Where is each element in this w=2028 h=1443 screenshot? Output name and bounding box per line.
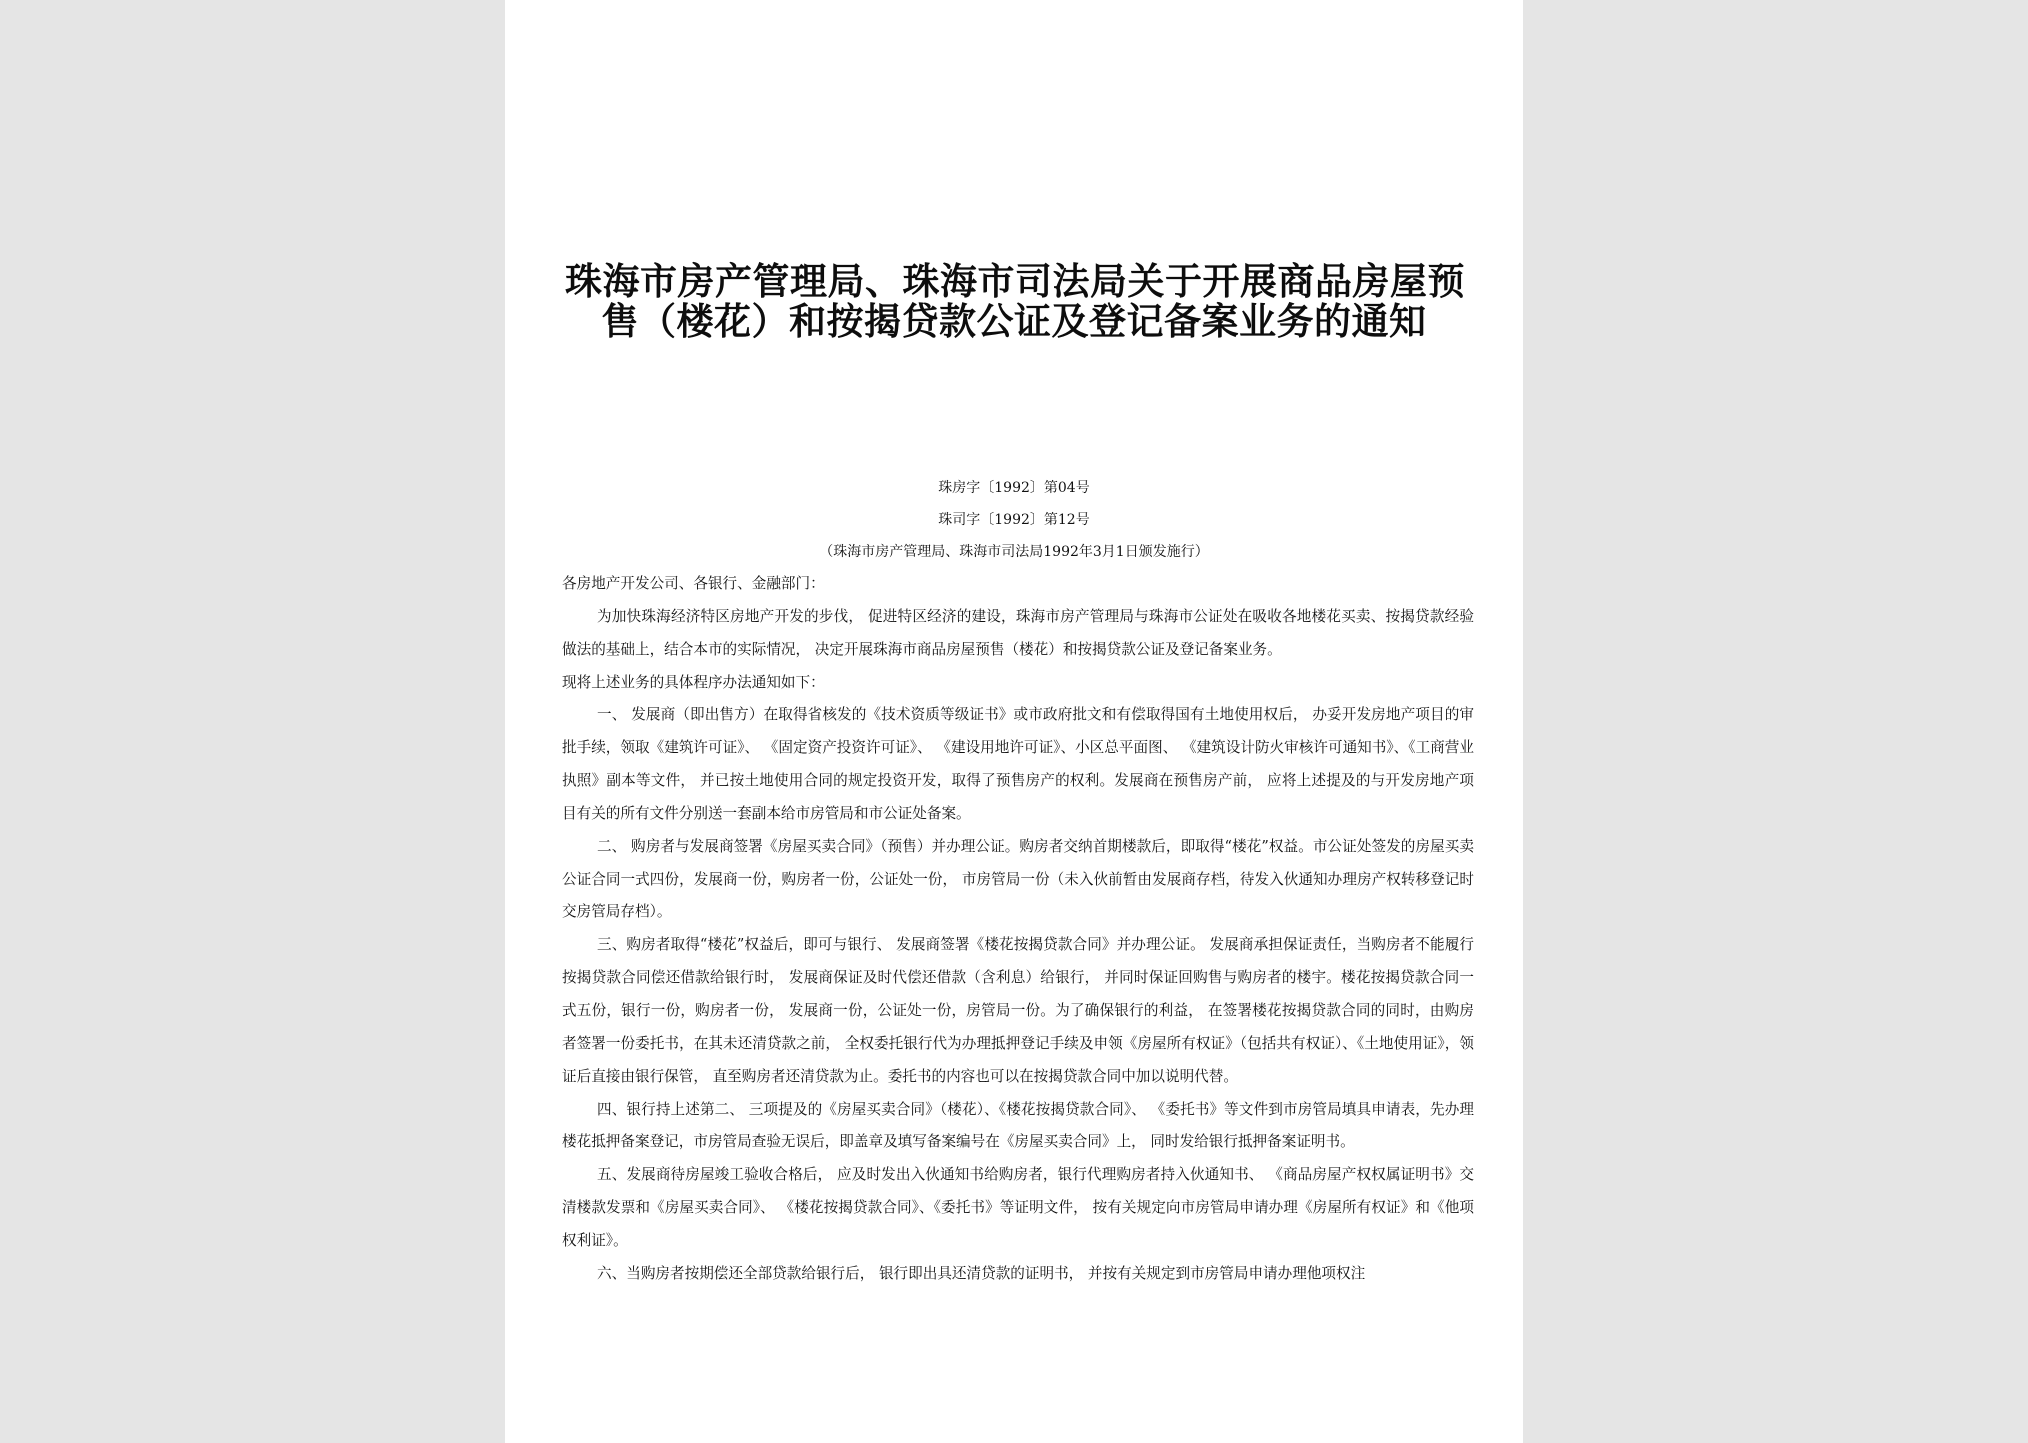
paragraph-intro: 现将上述业务的具体程序办法通知如下： [562, 673, 825, 691]
paragraph-item-6: 六、当购房者按期偿还全部贷款给银行后， 银行即出具还清贷款的证明书， 并按有关规定到市房管局申请办理他项权注 [597, 1264, 1366, 1282]
document-title [565, 262, 1463, 342]
paragraph-item-5: 五、发展商待房屋竣工验收合格后， 应及时发出入伙通知书给购房者，银行代理购房者持入伙通知书、 《商品房屋产权权属证明书》交清楼款发票和《房屋买卖合同》、 《楼花按揭贷款合同》、《委托书》等证明文件， 按有关规定向市房管局申请办理《房屋所有权证》和《他项权利证》。 [562, 1166, 1474, 1249]
paragraph-item-4: 四、银行持上述第二、 三项提及的《房屋买卖合同》（楼花）、《楼花按揭贷款合同》、 《委托书》等文件到市房管局填具申请表，先办理楼花抵押备案登记，市房管局查验无误后，即盖章及填写备案编号在《房屋买卖合同》上， 同时发给银行抵押备案证明书。 [562, 1100, 1474, 1151]
paragraph-preamble: 为加快珠海经济特区房地产开发的步伐， 促进特区经济的建设，珠海市房产管理局与珠海市公证处在吸收各地楼花买卖、按揭贷款经验做法的基础上，结合本市的实际情况， 决定开展珠海市商品房屋预售（楼花）和按揭贷款公证及登记备案业务。 [562, 607, 1474, 658]
paragraph-item-1: 一、 发展商（即出售方）在取得省核发的《技术资质等级证书》或市政府批文和有偿取得国有土地使用权后， 办妥开发房地产项目的审批手续，领取《建筑许可证》、 《固定资产投资许可证》、 《建设用地许可证》、小区总平面图、 《建筑设计防火审核许可通知书》、《工商营业执照》副本等文件， 并已按土地使用合同的规定投资开发，取得了预售房产的权利。发展商在预售房产前， 应将上述提及的与开发房地产项目有关的所有文件分别送一套副本给市房管局和市公证处备案。 [562, 706, 1474, 822]
document-body [562, 568, 1474, 1291]
title-line-2: 售（楼花）和按揭贷款公证及登记备案业务的通知 [601, 300, 1427, 343]
paragraph-item-3: 三、购房者取得“楼花”权益后，即可与银行、 发展商签署《楼花按揭贷款合同》并办理公证。 发展商承担保证责任，当购房者不能履行按揭贷款合同偿还借款给银行时， 发展商保证及时代偿还借款（含利息）给银行， 并同时保证回购售与购房者的楼宇。楼花按揭贷款合同一式五份，银行一份，购房者一份， 发展商一份，公证处一份，房管局一份。为了确保银行的利益， 在签署楼花按揭贷款合同的同时，由购房者签署一份委托书，在其未还清贷款之前， 全权委托银行代为办理抵押登记手续及申领《房屋所有权证》（包括共有权证）、《土地使用证》，领证后直接由银行保管， 直至购房者还清贷款为止。委托书的内容也可以在按揭贷款合同中加以说明代替。 [562, 936, 1474, 1085]
paragraph-item-2: 二、 购房者与发展商签署《房屋买卖合同》（预售）并办理公证。购房者交纳首期楼款后，即取得“楼花”权益。市公证处签发的房屋买卖公证合同一式四份，发展商一份，购房者一份，公证处一份， 市房管局一份（未入伙前暂由发展商存档，待发入伙通知办理房产权转移登记时交房管局存档）。 [562, 837, 1474, 921]
title-line-1: 珠海市房产管理局、珠海市司法局关于开展商品房屋预 [565, 260, 1465, 303]
document-references [505, 472, 1523, 568]
reference-number-housing: 珠房字〔1992〕第04号 [938, 480, 1090, 496]
reference-number-justice: 珠司字〔1992〕第12号 [938, 512, 1090, 528]
salutation: 各房地产开发公司、各银行、金融部门： [562, 575, 825, 592]
document-page [505, 0, 1523, 1443]
issue-note: （珠海市房产管理局、珠海市司法局1992年3月1日颁发施行） [819, 544, 1209, 560]
